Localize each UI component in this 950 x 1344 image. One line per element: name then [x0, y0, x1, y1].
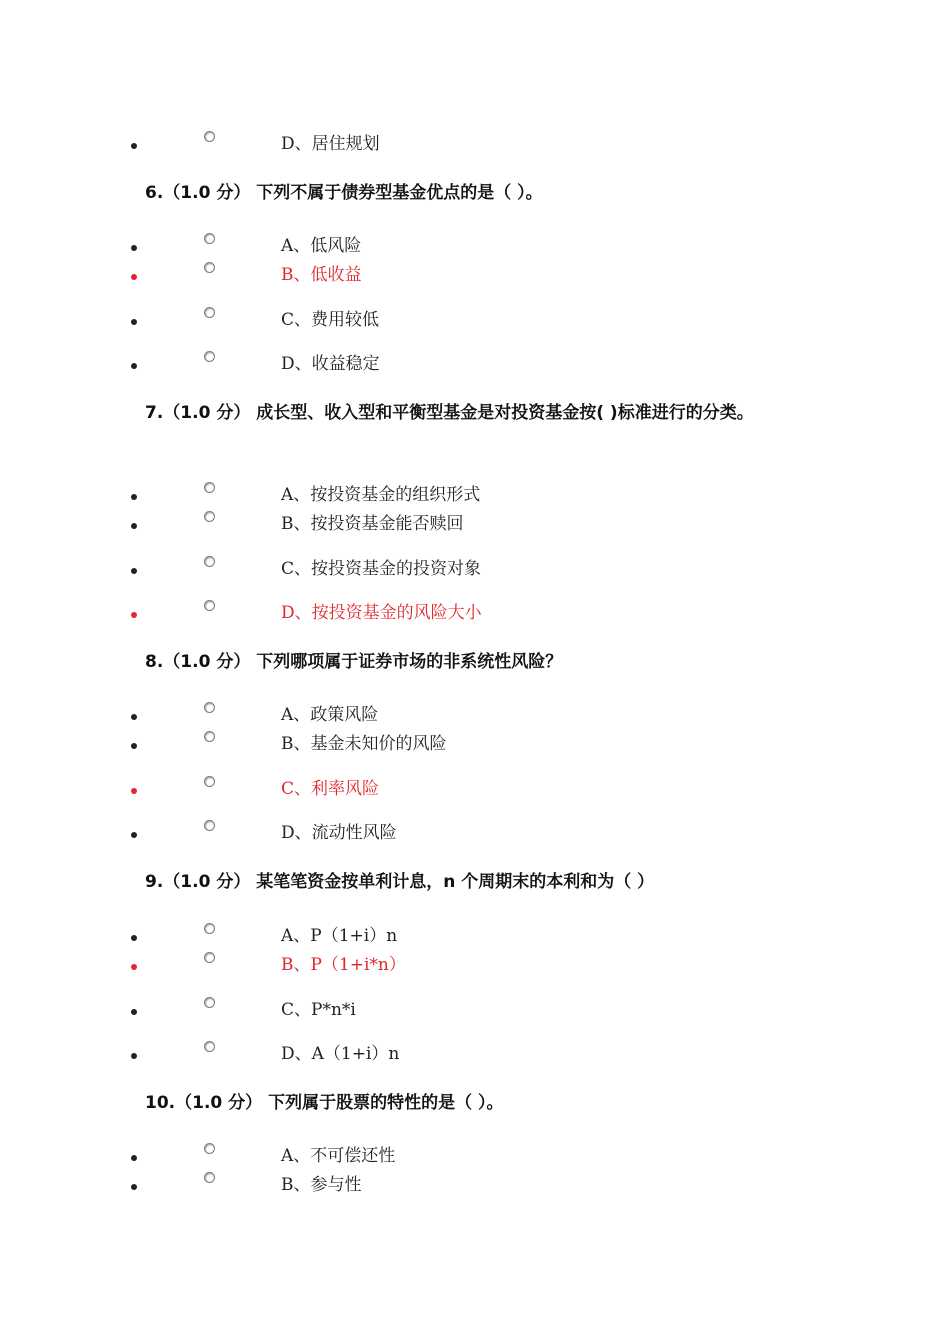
- bullet-icon: [131, 832, 137, 838]
- radio-button-icon[interactable]: [204, 351, 215, 362]
- bullet-icon: [131, 788, 137, 794]
- option-label: A、政策风险: [281, 705, 379, 725]
- option-label: B、参与性: [281, 1175, 362, 1195]
- option-label: D、A（1+i）n: [281, 1044, 400, 1064]
- question-title: 8.（1.0 分） 下列哪项属于证券市场的非系统性风险？: [145, 652, 563, 672]
- option-label: D、流动性风险: [281, 823, 397, 843]
- bullet-icon: [131, 743, 137, 749]
- bullet-icon: [131, 1009, 137, 1015]
- bullet-icon: [131, 964, 137, 970]
- bullet-icon: [131, 1053, 137, 1059]
- radio-button-icon[interactable]: [204, 600, 215, 611]
- option-label: B、基金未知价的风险: [281, 734, 447, 754]
- option-label: C、按投资基金的投资对象: [281, 559, 482, 579]
- radio-button-icon[interactable]: [204, 820, 215, 831]
- option-label: C、P*n*i: [281, 1000, 356, 1020]
- bullet-icon: [131, 935, 137, 941]
- bullet-icon: [131, 494, 137, 500]
- radio-button-icon[interactable]: [204, 233, 215, 244]
- question-title: 6.（1.0 分） 下列不属于债券型基金优点的是（ ）。: [145, 183, 543, 203]
- bullet-icon: [131, 245, 137, 251]
- option-label: A、按投资基金的组织形式: [281, 485, 481, 505]
- radio-button-icon[interactable]: [204, 997, 215, 1008]
- bullet-icon: [131, 714, 137, 720]
- question-title: 9.（1.0 分） 某笔笔资金按单利计息，n 个周期末的本利和为（ ）: [145, 872, 655, 892]
- radio-button-icon[interactable]: [204, 923, 215, 934]
- option-label-correct: B、低收益: [281, 265, 362, 285]
- radio-button-icon[interactable]: [204, 1041, 215, 1052]
- bullet-icon: [131, 1155, 137, 1161]
- bullet-icon: [131, 363, 137, 369]
- bullet-icon: [131, 319, 137, 325]
- radio-button-icon[interactable]: [204, 702, 215, 713]
- bullet-icon: [131, 274, 137, 280]
- question-title: 7.（1.0 分） 成长型、收入型和平衡型基金是对投资基金按( )标准进行的分类。: [145, 403, 754, 423]
- radio-button-icon[interactable]: [204, 307, 215, 318]
- radio-button-icon[interactable]: [204, 482, 215, 493]
- bullet-icon: [131, 568, 137, 574]
- bullet-icon: [131, 1184, 137, 1190]
- option-label-correct: C、利率风险: [281, 779, 380, 799]
- option-label-correct: D、按投资基金的风险大小: [281, 603, 482, 623]
- radio-button-icon[interactable]: [204, 131, 215, 142]
- radio-button-icon[interactable]: [204, 731, 215, 742]
- bullet-icon: [131, 612, 137, 618]
- option-label: B、按投资基金能否赎回: [281, 514, 464, 534]
- radio-button-icon[interactable]: [204, 1143, 215, 1154]
- bullet-icon: [131, 143, 137, 149]
- radio-button-icon[interactable]: [204, 262, 215, 273]
- option-label: A、不可偿还性: [281, 1146, 396, 1166]
- option-label-correct: B、P（1+i*n）: [281, 955, 406, 975]
- option-label: A、低风险: [281, 236, 362, 256]
- radio-button-icon[interactable]: [204, 1172, 215, 1183]
- option-label: D、居住规划: [281, 134, 380, 154]
- question-title: 10.（1.0 分） 下列属于股票的特性的是（ ）。: [145, 1093, 504, 1113]
- option-label: A、P（1+i）n: [281, 926, 398, 946]
- radio-button-icon[interactable]: [204, 511, 215, 522]
- option-label: D、收益稳定: [281, 354, 380, 374]
- option-label: C、费用较低: [281, 310, 380, 330]
- radio-button-icon[interactable]: [204, 776, 215, 787]
- radio-button-icon[interactable]: [204, 556, 215, 567]
- bullet-icon: [131, 523, 137, 529]
- radio-button-icon[interactable]: [204, 952, 215, 963]
